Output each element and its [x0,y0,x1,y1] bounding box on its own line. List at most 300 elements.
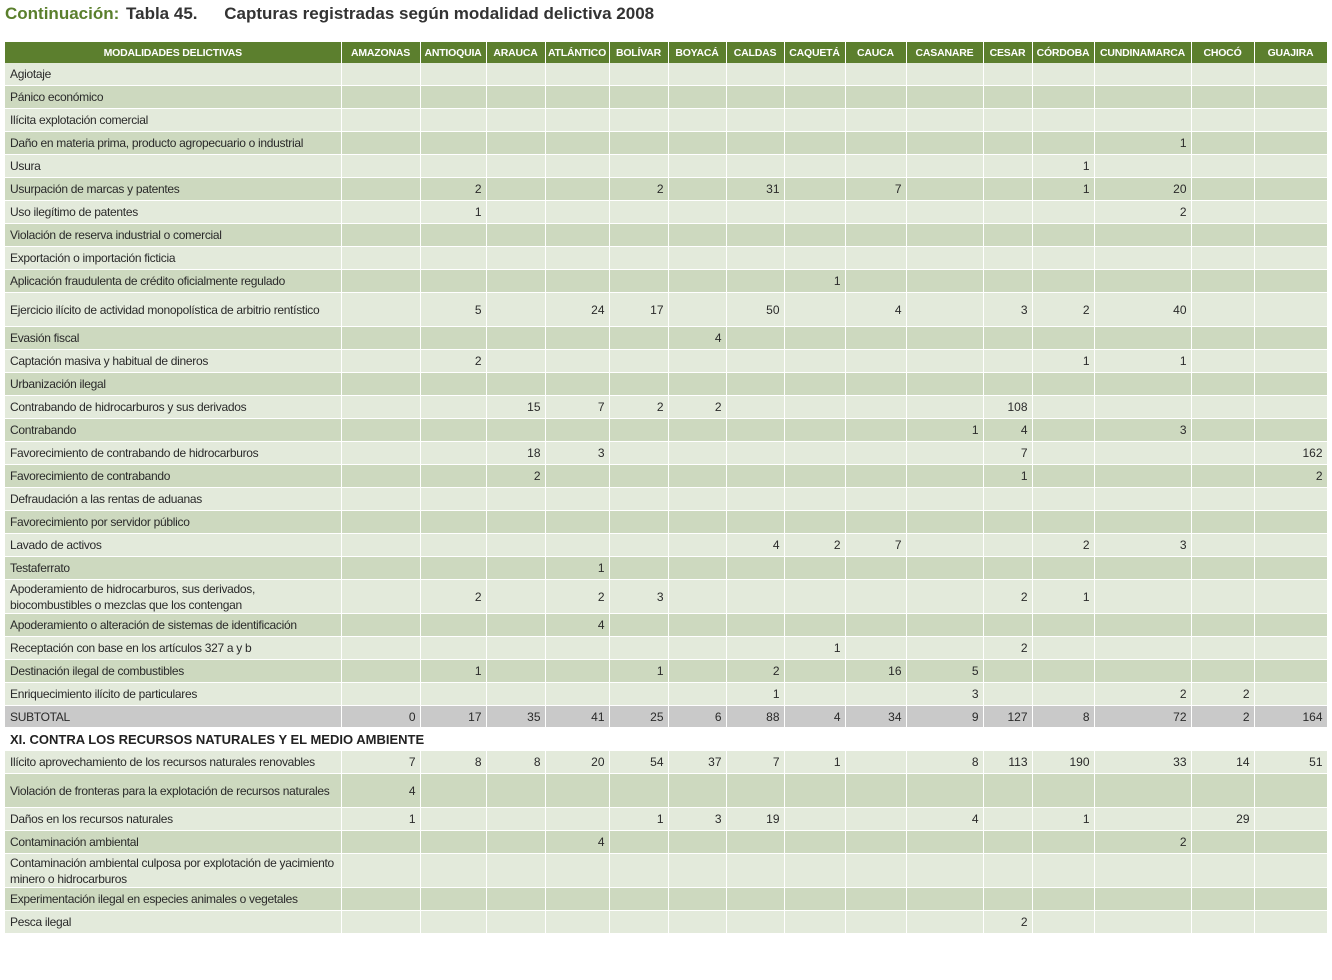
value-cell [1191,201,1254,224]
column-header-department: CAUCA [845,42,906,63]
value-cell [609,774,668,808]
value-cell [609,442,668,465]
value-cell [784,155,845,178]
value-cell [1191,488,1254,511]
value-cell [1191,270,1254,293]
value-cell: 113 [983,751,1032,774]
value-cell: 2 [726,660,784,683]
value-cell [545,270,609,293]
value-cell [545,86,609,109]
value-cell: 4 [545,831,609,854]
value-cell [845,247,906,270]
value-cell [420,683,486,706]
value-cell [906,511,983,534]
value-cell [1191,911,1254,934]
value-cell [1254,155,1327,178]
value-cell [1254,488,1327,511]
value-cell [545,911,609,934]
value-cell [486,247,545,270]
value-cell [668,683,726,706]
value-cell: 4 [784,706,845,728]
row-label: Agiotaje [5,63,341,86]
value-cell [1191,327,1254,350]
table-header-row [5,42,1327,63]
value-cell [1094,637,1191,660]
value-cell [668,614,726,637]
table-row [5,808,1327,831]
value-cell [845,86,906,109]
value-cell [1094,911,1191,934]
value-cell [784,247,845,270]
value-cell [1094,442,1191,465]
value-cell [845,614,906,637]
value-cell [784,854,845,888]
value-cell [668,465,726,488]
value-cell [420,442,486,465]
value-cell: 4 [726,534,784,557]
value-cell [609,270,668,293]
value-cell [1094,511,1191,534]
table-row [5,774,1327,808]
value-cell [486,774,545,808]
value-cell [1032,63,1094,86]
subtotal-row [5,706,1327,728]
row-label: Usurpación de marcas y patentes [5,178,341,201]
value-cell: 1 [1032,155,1094,178]
value-cell [609,854,668,888]
row-label: Ejercicio ilícito de actividad monopolística de arbitrio rentístico [5,293,341,327]
row-label: Evasión fiscal [5,327,341,350]
value-cell [983,614,1032,637]
value-cell [668,854,726,888]
value-cell: 2 [486,465,545,488]
row-label: Daños en los recursos naturales [5,808,341,831]
value-cell [609,155,668,178]
value-cell: 18 [486,442,545,465]
value-cell [1254,683,1327,706]
value-cell [668,442,726,465]
value-cell [545,465,609,488]
value-cell: 1 [545,557,609,580]
value-cell: 51 [1254,751,1327,774]
value-cell [1191,831,1254,854]
value-cell [1032,201,1094,224]
value-cell [341,911,420,934]
value-cell [983,373,1032,396]
value-cell [420,155,486,178]
value-cell [1254,109,1327,132]
value-cell [983,132,1032,155]
value-cell [845,373,906,396]
value-cell: 4 [983,419,1032,442]
value-cell [609,419,668,442]
value-cell [983,224,1032,247]
value-cell [486,911,545,934]
value-cell [1191,109,1254,132]
value-cell [906,911,983,934]
value-cell [341,442,420,465]
value-cell [486,488,545,511]
value-cell [609,465,668,488]
table-body [5,63,1327,934]
value-cell: 4 [668,327,726,350]
value-cell [1191,442,1254,465]
value-cell: 2 [1094,201,1191,224]
value-cell: 25 [609,706,668,728]
table-row [5,396,1327,419]
value-cell [1191,465,1254,488]
value-cell [1254,327,1327,350]
value-cell [420,247,486,270]
value-cell [983,247,1032,270]
value-cell [668,178,726,201]
value-cell [845,442,906,465]
value-cell [1191,557,1254,580]
value-cell [609,831,668,854]
value-cell [1254,511,1327,534]
value-cell [341,327,420,350]
column-header-department: ATLÁNTICO [545,42,609,63]
value-cell: 190 [1032,751,1094,774]
value-cell [906,293,983,327]
table-row [5,580,1327,614]
value-cell: 7 [545,396,609,419]
value-cell [983,511,1032,534]
value-cell [341,854,420,888]
row-label: Uso ilegítimo de patentes [5,201,341,224]
value-cell: 5 [420,293,486,327]
value-cell [983,557,1032,580]
value-cell [1254,557,1327,580]
value-cell [341,224,420,247]
value-cell [845,557,906,580]
table-row [5,224,1327,247]
value-cell [726,465,784,488]
value-cell [784,373,845,396]
value-cell [341,270,420,293]
value-cell [726,86,784,109]
value-cell [668,373,726,396]
column-header-department: CAQUETÁ [784,42,845,63]
value-cell [1191,614,1254,637]
value-cell: 88 [726,706,784,728]
value-cell [341,419,420,442]
value-cell [1191,854,1254,888]
value-cell [1032,396,1094,419]
value-cell [1094,488,1191,511]
value-cell [668,580,726,614]
table-row [5,534,1327,557]
value-cell [609,63,668,86]
value-cell [845,327,906,350]
value-cell [668,831,726,854]
row-label: Defraudación a las rentas de aduanas [5,488,341,511]
value-cell [668,293,726,327]
value-cell [906,854,983,888]
value-cell [845,155,906,178]
value-cell [1032,683,1094,706]
value-cell [784,911,845,934]
value-cell [486,614,545,637]
value-cell [726,831,784,854]
value-cell [845,419,906,442]
value-cell [486,293,545,327]
value-cell: 127 [983,706,1032,728]
value-cell [1254,808,1327,831]
table-row [5,488,1327,511]
value-cell [420,911,486,934]
value-cell: 1 [1094,350,1191,373]
value-cell [983,178,1032,201]
value-cell [545,327,609,350]
column-header-department: ARAUCA [486,42,545,63]
row-label: Enriquecimiento ilícito de particulares [5,683,341,706]
value-cell: 164 [1254,706,1327,728]
value-cell: 2 [983,580,1032,614]
value-cell: 7 [726,751,784,774]
row-label: Favorecimiento de contrabando de hidrocarburos [5,442,341,465]
value-cell: 1 [784,751,845,774]
value-cell [726,247,784,270]
value-cell [784,327,845,350]
value-cell [845,63,906,86]
row-label: SUBTOTAL [5,706,341,728]
value-cell [1032,419,1094,442]
value-cell [1254,774,1327,808]
value-cell: 2 [668,396,726,419]
value-cell: 1 [420,201,486,224]
value-cell: 20 [545,751,609,774]
value-cell [784,178,845,201]
value-cell [726,155,784,178]
value-cell [845,132,906,155]
value-cell [1191,63,1254,86]
column-header-department: CHOCÓ [1191,42,1254,63]
value-cell: 17 [420,706,486,728]
value-cell [1094,465,1191,488]
row-label: Contrabando de hidrocarburos y sus derivados [5,396,341,419]
value-cell [545,683,609,706]
row-label: Contaminación ambiental culposa por explotación de yacimiento minero o hidrocarburos [5,854,341,888]
value-cell: 37 [668,751,726,774]
value-cell [1254,132,1327,155]
value-cell: 3 [906,683,983,706]
value-cell: 14 [1191,751,1254,774]
value-cell [784,109,845,132]
value-cell [906,557,983,580]
value-cell: 3 [545,442,609,465]
value-cell [1032,888,1094,911]
value-cell [845,831,906,854]
value-cell [784,224,845,247]
value-cell [726,350,784,373]
value-cell [486,270,545,293]
value-cell [341,63,420,86]
value-cell [545,224,609,247]
value-cell [609,488,668,511]
value-cell: 8 [1032,706,1094,728]
value-cell [726,637,784,660]
value-cell [845,854,906,888]
value-cell [845,350,906,373]
value-cell [983,774,1032,808]
value-cell [668,637,726,660]
value-cell: 2 [420,350,486,373]
column-header-department: CASANARE [906,42,983,63]
row-label: Violación de reserva industrial o comercial [5,224,341,247]
value-cell [1254,911,1327,934]
value-cell [1254,637,1327,660]
row-label: Pesca ilegal [5,911,341,934]
value-cell [341,178,420,201]
value-cell [726,511,784,534]
row-label: Testaferrato [5,557,341,580]
value-cell: 2 [983,637,1032,660]
value-cell [609,683,668,706]
value-cell [1032,854,1094,888]
value-cell [726,774,784,808]
table-row [5,614,1327,637]
value-cell: 1 [726,683,784,706]
table-row [5,637,1327,660]
value-cell [906,534,983,557]
value-cell: 20 [1094,178,1191,201]
value-cell [420,511,486,534]
value-cell [784,808,845,831]
value-cell [726,419,784,442]
value-cell [545,109,609,132]
value-cell: 41 [545,706,609,728]
table-row [5,831,1327,854]
value-cell [1254,86,1327,109]
value-cell [1094,774,1191,808]
row-label: Ilícita explotación comercial [5,109,341,132]
value-cell [486,683,545,706]
value-cell [609,511,668,534]
value-cell [1191,247,1254,270]
value-cell [486,831,545,854]
table-row [5,350,1327,373]
value-cell [341,350,420,373]
value-cell [609,534,668,557]
value-cell [486,132,545,155]
value-cell: 4 [545,614,609,637]
value-cell [486,373,545,396]
row-label: Apoderamiento de hidrocarburos, sus derivados, biocombustibles o mezclas que los contengan [5,580,341,614]
value-cell [983,327,1032,350]
table-row [5,888,1327,911]
value-cell [1094,854,1191,888]
row-label: Experimentación ilegal en especies animales o vegetales [5,888,341,911]
value-cell: 6 [668,706,726,728]
value-cell [1191,419,1254,442]
value-cell [1191,224,1254,247]
value-cell: 3 [983,293,1032,327]
value-cell [545,534,609,557]
value-cell: 1 [784,637,845,660]
column-header-department: CALDAS [726,42,784,63]
value-cell [1032,774,1094,808]
value-cell [1254,580,1327,614]
value-cell [1032,327,1094,350]
value-cell [668,224,726,247]
value-cell [845,465,906,488]
value-cell [341,488,420,511]
value-cell [784,660,845,683]
value-cell [1094,224,1191,247]
value-cell: 1 [1032,350,1094,373]
page-title [5,2,654,26]
table-row [5,442,1327,465]
value-cell: 1 [420,660,486,683]
value-cell [1032,224,1094,247]
value-cell [1191,178,1254,201]
value-cell [609,557,668,580]
value-cell [906,109,983,132]
table-row [5,86,1327,109]
value-cell: 7 [845,534,906,557]
value-cell [1254,660,1327,683]
value-cell [845,808,906,831]
value-cell [1032,86,1094,109]
value-cell: 35 [486,706,545,728]
value-cell [1032,660,1094,683]
value-cell [609,132,668,155]
value-cell [1094,327,1191,350]
value-cell [1032,911,1094,934]
value-cell [1032,637,1094,660]
table-row [5,419,1327,442]
value-cell [609,327,668,350]
value-cell [906,396,983,419]
value-cell [486,86,545,109]
value-cell [1191,580,1254,614]
value-cell [1094,63,1191,86]
value-cell [906,224,983,247]
value-cell [1254,293,1327,327]
table-row [5,155,1327,178]
row-label: Captación masiva y habitual de dineros [5,350,341,373]
value-cell [906,201,983,224]
table-number: Tabla 45. [126,4,198,23]
column-header-department: GUAJIRA [1254,42,1327,63]
value-cell [983,831,1032,854]
value-cell [726,270,784,293]
row-label: Contrabando [5,419,341,442]
value-cell [1254,63,1327,86]
value-cell [668,109,726,132]
value-cell [726,614,784,637]
value-cell [784,63,845,86]
value-cell [1032,831,1094,854]
value-cell [983,534,1032,557]
value-cell [784,511,845,534]
value-cell [341,155,420,178]
value-cell [341,109,420,132]
value-cell [1254,350,1327,373]
value-cell [668,155,726,178]
column-header-department: CÓRDOBA [1032,42,1094,63]
value-cell [420,557,486,580]
value-cell [668,86,726,109]
table-row [5,751,1327,774]
value-cell [1254,396,1327,419]
value-cell [545,419,609,442]
value-cell: 1 [1032,178,1094,201]
row-label: Pánico económico [5,86,341,109]
value-cell [726,911,784,934]
value-cell [341,396,420,419]
